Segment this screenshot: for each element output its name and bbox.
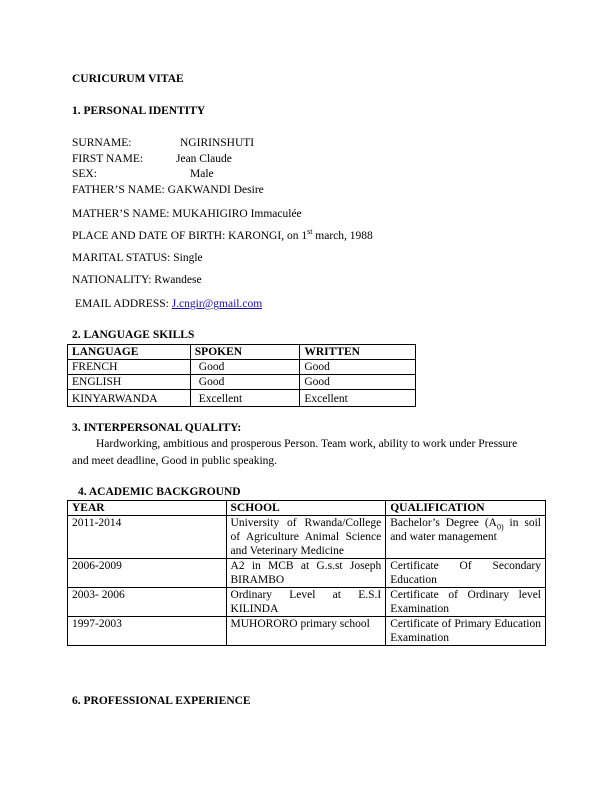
interpersonal-line2: and meet deadline, Good in public speaking. bbox=[72, 455, 278, 467]
table-row bbox=[68, 588, 546, 617]
table-row bbox=[68, 375, 416, 390]
qualification-text-end: in soil and water management bbox=[390, 517, 541, 543]
qualification-cell: Certificate Of Secondary Education bbox=[386, 559, 546, 588]
table-row bbox=[68, 617, 546, 646]
birth-text: PLACE AND DATE OF BIRTH: KARONGI, on 1 bbox=[72, 230, 308, 242]
qualification-text: Bachelor’s Degree (A bbox=[390, 517, 497, 529]
header-written: WRITTEN bbox=[300, 345, 416, 360]
language-table-header bbox=[68, 345, 416, 360]
marital-status: MARITAL STATUS: Single bbox=[72, 252, 203, 264]
qualification-subscript: 0) bbox=[496, 522, 504, 532]
spoken-cell: Good bbox=[190, 360, 300, 375]
sex-label: SEX: bbox=[72, 168, 97, 180]
year-cell: 2006-2009 bbox=[68, 559, 227, 588]
firstname-label: FIRST NAME: bbox=[72, 153, 144, 165]
qualification-cell: Certificate of Primary Education Examination bbox=[386, 617, 546, 646]
email-row bbox=[75, 297, 262, 311]
sex-value: Male bbox=[190, 168, 214, 180]
written-cell: Good bbox=[300, 360, 416, 375]
academic-heading: 4. ACADEMIC BACKGROUND bbox=[78, 486, 241, 498]
language-cell: KINYARWANDA bbox=[68, 390, 191, 407]
written-cell: Good bbox=[300, 375, 416, 390]
surname-label: SURNAME: bbox=[72, 137, 132, 149]
header-school: SCHOOL bbox=[226, 501, 386, 516]
header-year: YEAR bbox=[68, 501, 227, 516]
table-row bbox=[68, 516, 546, 559]
interpersonal-heading: 3. INTERPERSONAL QUALITY: bbox=[72, 422, 242, 434]
year-cell: 2003- 2006 bbox=[68, 588, 227, 617]
written-cell: Excellent bbox=[300, 390, 416, 407]
qualification-cell: Certificate of Ordinary level Examination bbox=[386, 588, 546, 617]
birth-text-end: march, 1988 bbox=[312, 230, 373, 242]
academic-table bbox=[67, 500, 546, 646]
header-qualification: QUALIFICATION bbox=[386, 501, 546, 516]
qualification-cell bbox=[386, 516, 546, 559]
mother-name: MATHER’S NAME: MUKAHIGIRO Immaculée bbox=[72, 208, 302, 220]
spoken-cell: Excellent bbox=[190, 390, 300, 407]
cv-title: CURICURUM VITAE bbox=[72, 73, 184, 85]
school-cell: A2 in MCB at G.s.st Joseph BIRAMBO bbox=[226, 559, 386, 588]
school-cell: Ordinary Level at E.S.I KILINDA bbox=[226, 588, 386, 617]
spoken-cell: Good bbox=[190, 375, 300, 390]
school-cell: MUHORORO primary school bbox=[226, 617, 386, 646]
table-row bbox=[68, 390, 416, 407]
surname-value: NGIRINSHUTI bbox=[180, 137, 255, 149]
professional-experience-heading: 6. PROFESSIONAL EXPERIENCE bbox=[72, 695, 251, 707]
year-cell: 2011-2014 bbox=[68, 516, 227, 559]
birth-superscript: st bbox=[307, 227, 313, 237]
header-spoken: SPOKEN bbox=[190, 345, 300, 360]
father-name: FATHER’S NAME: GAKWANDI Desire bbox=[72, 184, 264, 196]
school-cell: University of Rwanda/College of Agriculture Animal Science and Veterinary Medicine bbox=[226, 516, 386, 559]
personal-identity-heading: 1. PERSONAL IDENTITY bbox=[72, 105, 206, 117]
language-skills-heading: 2. LANGUAGE SKILLS bbox=[72, 329, 195, 341]
year-cell: 1997-2003 bbox=[68, 617, 227, 646]
birth-info bbox=[72, 229, 373, 243]
academic-table-header bbox=[68, 501, 546, 516]
interpersonal-line1: Hardworking, ambitious and prosperous Person. Team work, ability to work under Pressure bbox=[96, 438, 518, 450]
header-language: LANGUAGE bbox=[68, 345, 191, 360]
language-table bbox=[67, 344, 416, 407]
language-cell: FRENCH bbox=[68, 360, 191, 375]
table-row bbox=[68, 559, 546, 588]
nationality: NATIONALITY: Rwandese bbox=[72, 274, 202, 286]
email-label: EMAIL ADDRESS: bbox=[75, 298, 172, 310]
table-row bbox=[68, 360, 416, 375]
email-link[interactable]: J.cngir@gmail.com bbox=[171, 298, 263, 310]
language-cell: ENGLISH bbox=[68, 375, 191, 390]
firstname-value: Jean Claude bbox=[176, 153, 232, 165]
